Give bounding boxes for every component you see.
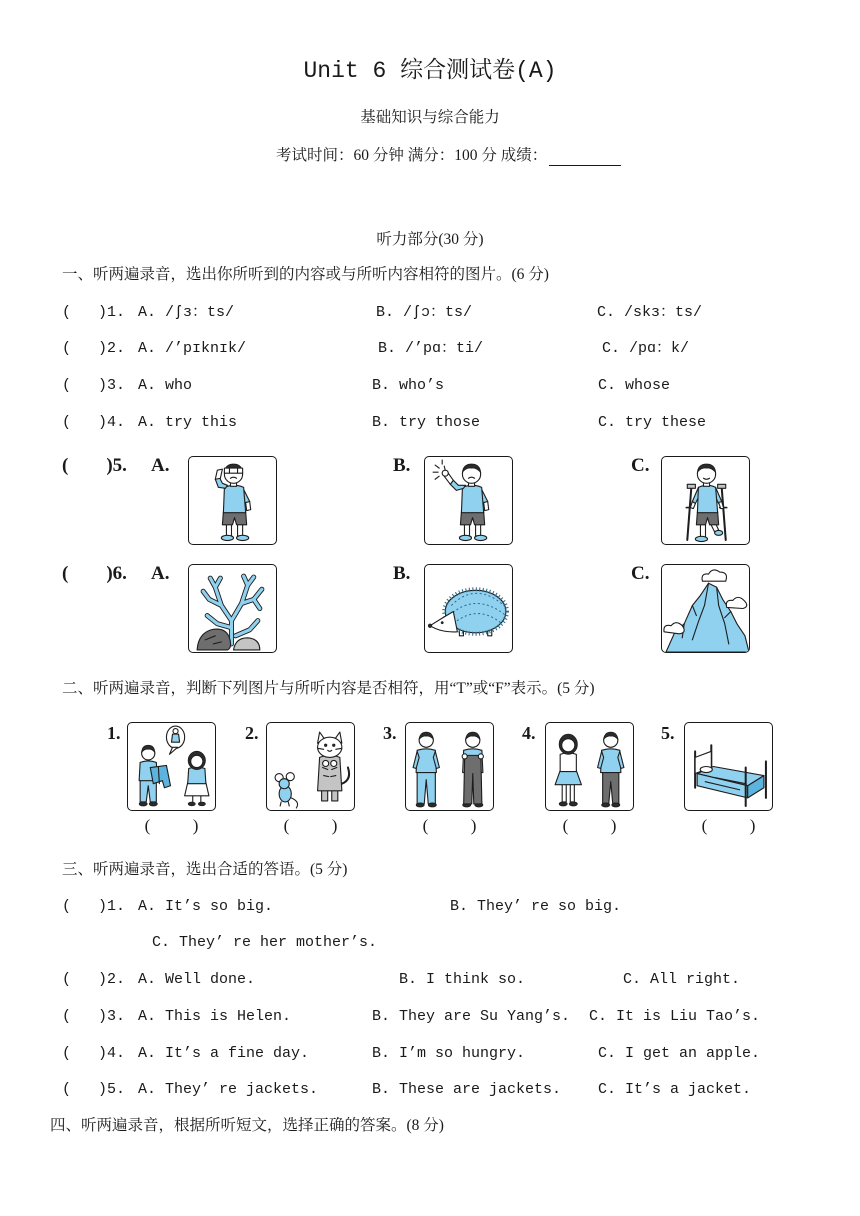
part1-instruction: 一、听两遍录音，选出你所听到的内容或与所听内容相符的图片。(6 分) (62, 266, 549, 283)
q6-option-c-picture (661, 564, 750, 653)
part2-item-4-picture (545, 722, 634, 811)
boy-figure-left (413, 732, 439, 807)
hurt-finger-boy-illustration (425, 457, 512, 544)
option-b: B. They’ re so big. (450, 898, 622, 915)
q5-option-c-picture (661, 456, 750, 545)
option-c: C. It is Liu Tao’s. (589, 1008, 761, 1025)
option-b-label: B. (393, 455, 411, 476)
rocks (197, 629, 260, 650)
boy-figure (598, 732, 624, 807)
part2-item-2-number: 2. (245, 723, 259, 743)
option-a: A. /ʃɜ：ts/ (138, 304, 235, 321)
part2-item-2-picture (266, 722, 355, 811)
part1-question-2 (0, 339, 860, 359)
option-c: C. try these (598, 414, 707, 431)
hedgehog-illustration (425, 565, 512, 652)
part3-question-1-continued (0, 933, 860, 953)
option-a: A. It’s a fine day. (138, 1045, 310, 1062)
boy-figure (215, 464, 250, 540)
option-a: A. They’ re jackets. (138, 1081, 319, 1098)
part3-question-2 (0, 970, 860, 990)
option-c: C. I get an apple. (598, 1045, 761, 1062)
question-label: ( )4. (62, 1045, 126, 1062)
question-label: ( )6. (62, 563, 127, 584)
part2-item-1-picture (127, 722, 216, 811)
option-c-label: C. (631, 563, 650, 584)
part2-item-3-picture (405, 722, 494, 811)
option-b: B. /’pɑ：ti/ (378, 340, 484, 357)
part2-instruction: 二、听两遍录音，判断下列图片与所听内容是否相符，用“T”或“F”表示。(5 分) (62, 680, 595, 697)
option-b: B. try those (372, 414, 481, 431)
option-b: B. I’m so hungry. (372, 1045, 526, 1062)
boy-figure (690, 464, 723, 541)
option-c: C. /skɜ：ts/ (597, 304, 703, 321)
question-label: ( )1. (62, 304, 126, 321)
option-a-label: A. (151, 455, 170, 476)
crutches-boy-illustration (662, 457, 749, 544)
question-label: ( )5. (62, 455, 127, 476)
q6-option-a-picture (188, 564, 277, 653)
speech-bubble (166, 726, 184, 754)
score-blank (549, 149, 621, 166)
headache-boy-illustration (189, 457, 276, 544)
option-a: A. It’s so big. (138, 898, 274, 915)
exam-info (276, 146, 621, 166)
part3-question-5 (0, 1080, 860, 1100)
q6-option-b-picture (424, 564, 513, 653)
question-label: ( )5. (62, 1081, 126, 1098)
part3-question-1 (0, 897, 860, 917)
exam-info-text: 考试时间：60 分钟 满分：100 分 成绩： (276, 147, 548, 164)
question-label: ( )2. (62, 971, 126, 988)
part2-item-1-number: 1. (107, 723, 121, 743)
option-c: C. It’s a jacket. (598, 1081, 752, 1098)
mouse-cat-illustration (267, 723, 354, 810)
mouse (275, 773, 297, 808)
part2-item-2-answer-blank: ( ) (283, 816, 338, 835)
coral-illustration (189, 565, 276, 652)
q5-option-b-picture (424, 456, 513, 545)
part1-question-1 (0, 303, 860, 323)
option-a-label: A. (151, 563, 170, 584)
option-b: B. who’s (372, 377, 445, 394)
question-label: ( )1. (62, 898, 126, 915)
option-b: B. I think so. (399, 971, 526, 988)
page-title: Unit 6 综合测试卷(A) (303, 58, 557, 84)
page-subtitle: 基础知识与综合能力 (360, 109, 500, 126)
part1-question-3 (0, 376, 860, 396)
part2-item-5-answer-blank: ( ) (701, 816, 756, 835)
part1-question-4 (0, 413, 860, 433)
part3-question-3 (0, 1007, 860, 1027)
part2-item-4-number: 4. (522, 723, 536, 743)
option-c-label: C. (631, 455, 650, 476)
mountain-illustration (662, 565, 749, 652)
part2-item-3-number: 3. (383, 723, 397, 743)
boy-figure (442, 464, 489, 540)
option-b: B. They are Su Yang’s. (372, 1008, 571, 1025)
question-label: ( )2. (62, 340, 126, 357)
bed-illustration (685, 723, 772, 810)
option-a: A. Well done. (138, 971, 256, 988)
option-c: C. /pɑ：k/ (602, 340, 690, 357)
hedgehog (428, 589, 507, 636)
two-boys-trousers-illustration (406, 723, 493, 810)
question-label: ( )3. (62, 377, 126, 394)
option-b: B. /ʃɔ：ts/ (376, 304, 473, 321)
option-b: B. These are jackets. (372, 1081, 562, 1098)
option-a: A. try this (138, 414, 238, 431)
part2-item-5-picture (684, 722, 773, 811)
option-a: A. /’pɪknɪk/ (138, 340, 247, 357)
part3-instruction: 三、听两遍录音，选出合适的答语。(5 分) (62, 861, 348, 878)
girl-figure (555, 734, 581, 806)
question-label: ( )4. (62, 414, 126, 431)
option-c: C. All right. (623, 971, 741, 988)
part2-item-3-answer-blank: ( ) (422, 816, 477, 835)
option-a: A. This is Helen. (138, 1008, 292, 1025)
part4-instruction: 四、听两遍录音，根据所听短文，选择正确的答案。(8 分) (50, 1117, 444, 1134)
part2-item-1-answer-blank: ( ) (144, 816, 199, 835)
question-label: ( )3. (62, 1008, 126, 1025)
pain-lines (433, 460, 442, 479)
girl-skirt-boy-illustration (546, 723, 633, 810)
bed (695, 745, 766, 806)
option-b-label: B. (393, 563, 411, 584)
option-c: C. They’ re her mother’s. (152, 934, 378, 951)
option-c: C. whose (598, 377, 671, 394)
cat (318, 732, 350, 801)
listening-heading: 听力部分(30 分) (376, 231, 484, 248)
option-a: A. who (138, 377, 193, 394)
part2-item-5-number: 5. (661, 723, 675, 743)
boy-jacket-girl-illustration (128, 723, 215, 810)
mountain (666, 583, 749, 652)
part3-question-4 (0, 1044, 860, 1064)
trousers (462, 754, 483, 804)
q5-option-a-picture (188, 456, 277, 545)
part2-item-4-answer-blank: ( ) (562, 816, 617, 835)
girl-figure (185, 751, 209, 805)
